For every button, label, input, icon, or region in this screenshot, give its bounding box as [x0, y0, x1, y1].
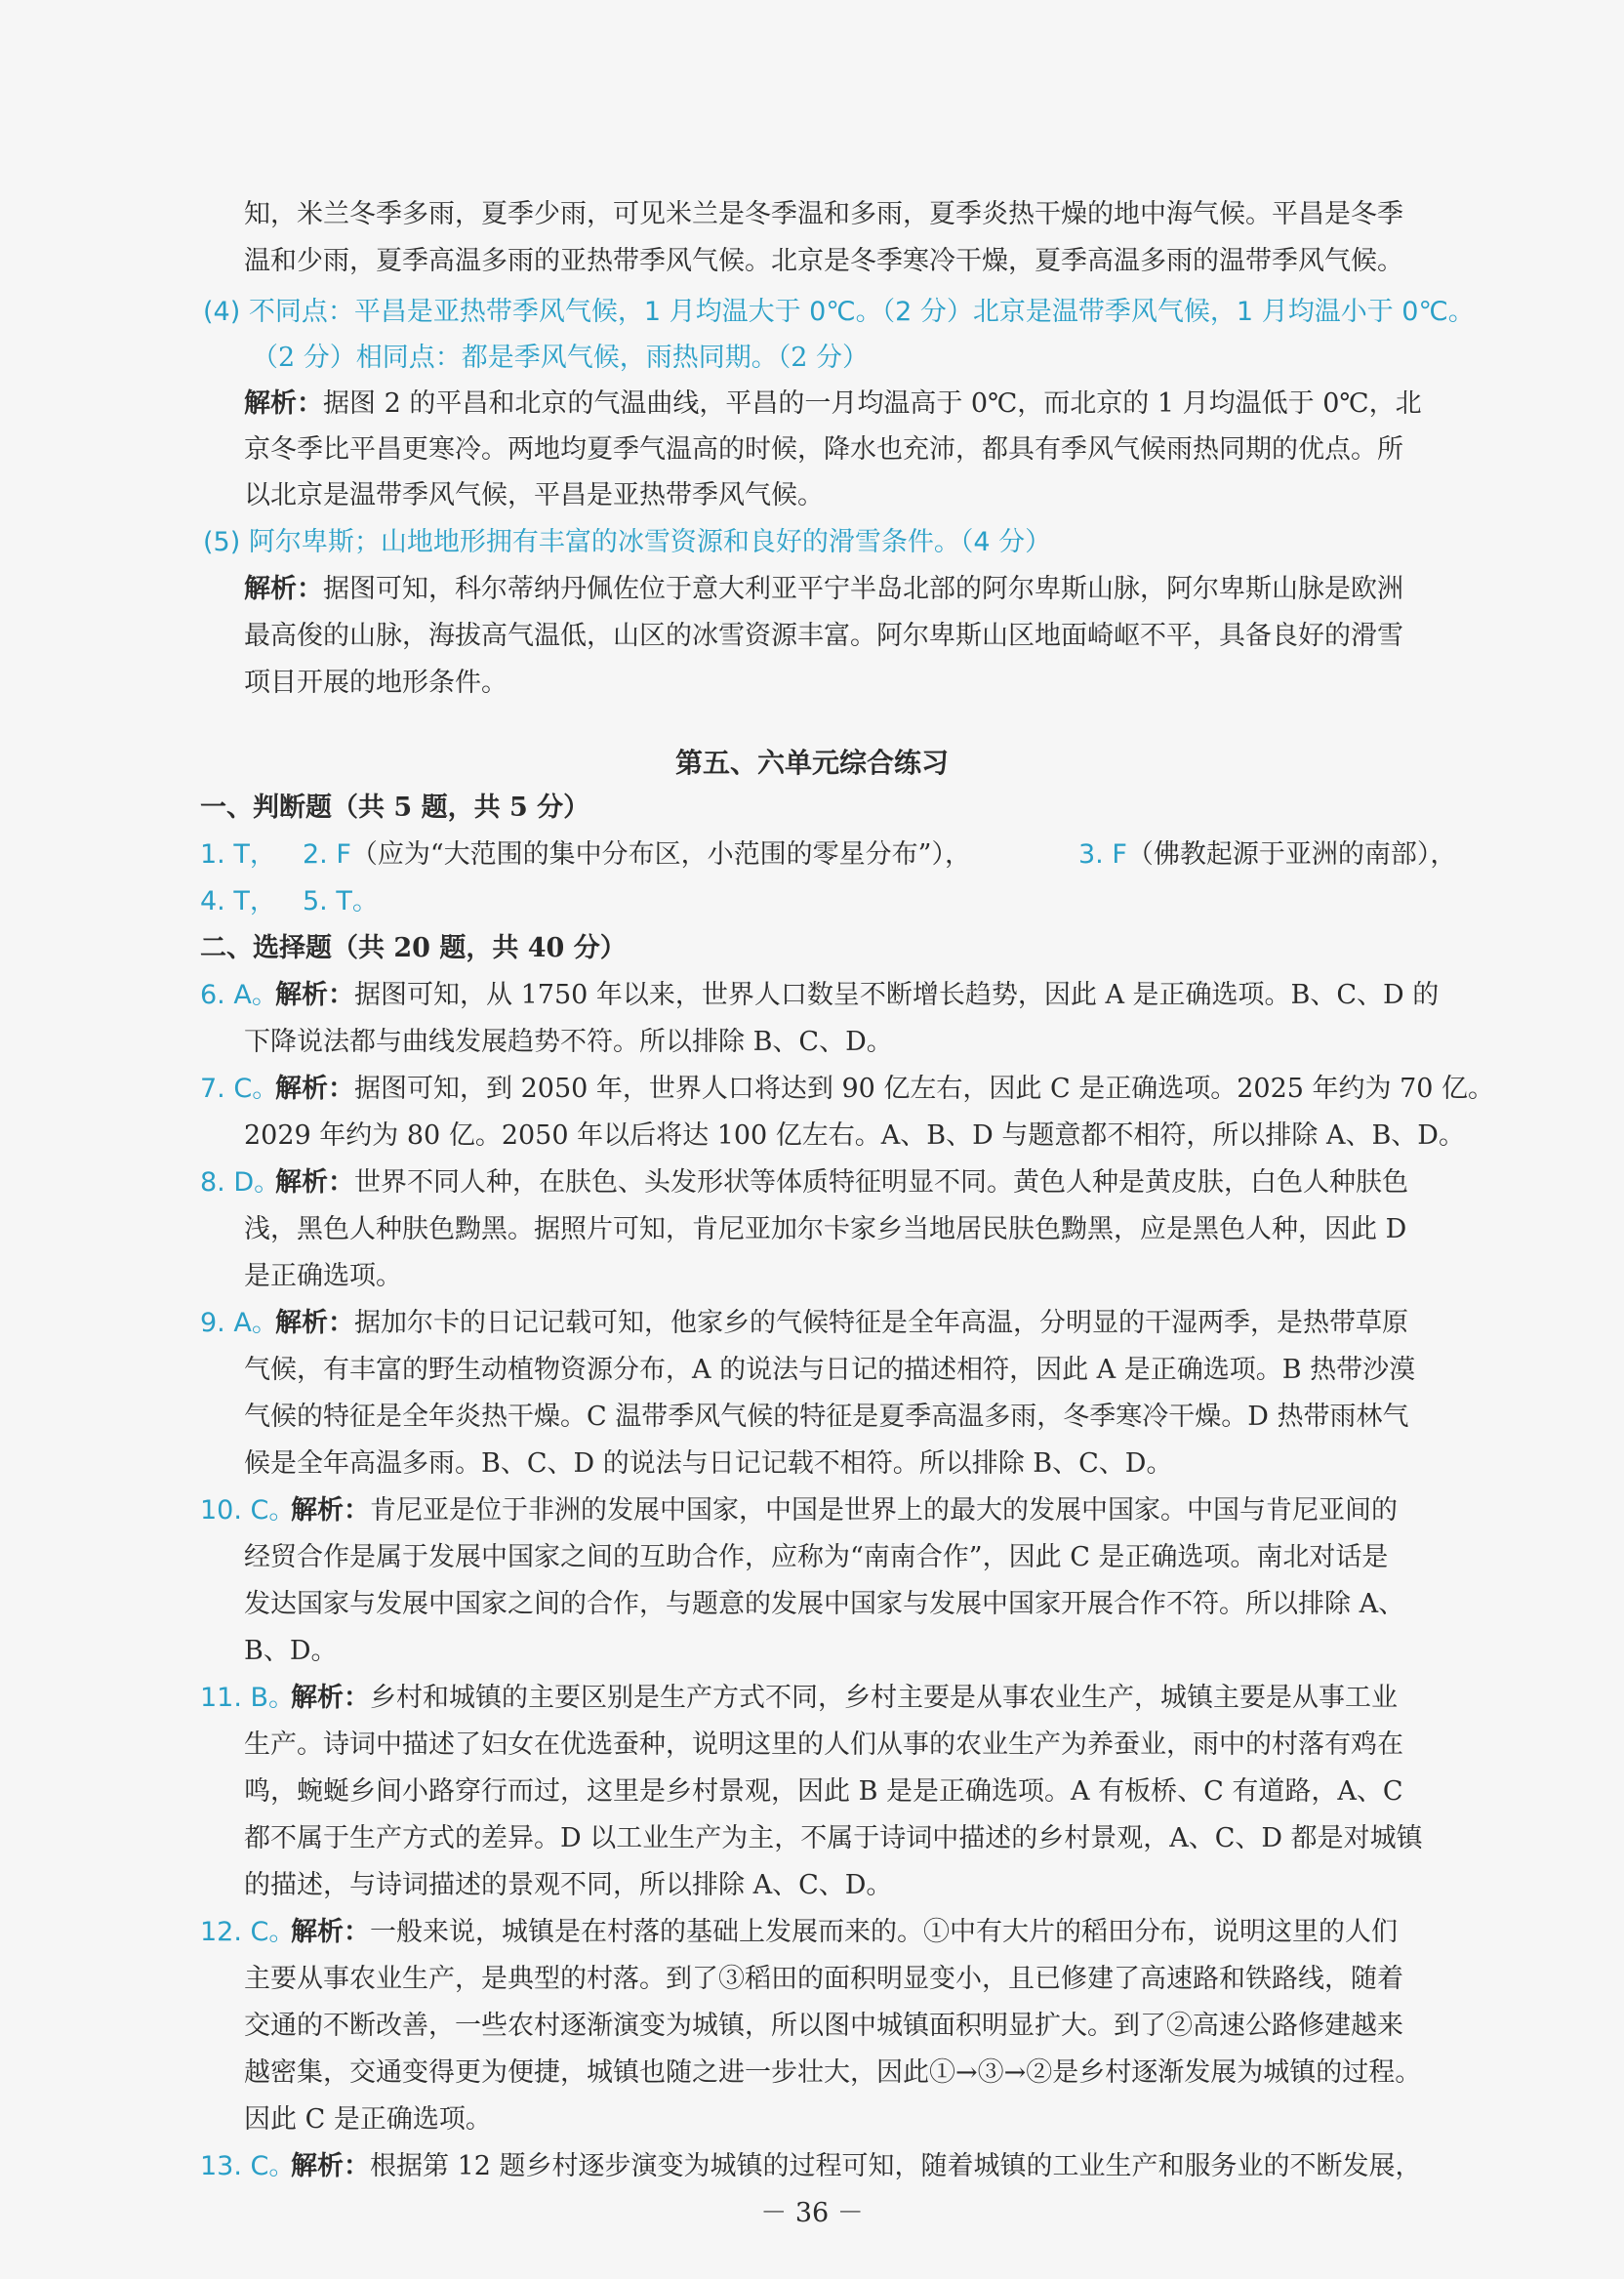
page-number: － 36 － — [760, 2198, 864, 2228]
answer-key-page: 知，米兰冬季多雨，夏季少雨，可见米兰是冬季温和多雨，夏季炎热干燥的地中海气候。平昌是冬季 温和少雨，夏季高温多雨的亚热带季风气候。北京是冬季寒冷干燥，夏季高温多雨的温带季风气候。 (4) 不同点：平昌是亚热带季风气候，1 月均温大于 0℃。（2 分）北京是温带季风气候，1 月均温小于 0℃。 （2 分）相同点：都是季风气候，雨热同期。（2 分） 解析：据图 2 的平昌和北京的气温曲线，平昌的一月均温高于 0℃，而北京的 1 月均温低于 0℃，北 京冬季比平昌更寒冷。两地均夏季气温高的时候，降水也充沛，都具有季风气候雨热同期的优点。所 以北京是温带季风气候，平昌是亚热带季风气候。 (5) 阿尔卑斯；山地地形拥有丰富的冰雪资源和良好的滑雪条件。（4 分） 解析：据图可知，科尔蒂纳丹佩佐位于意大利亚平宁半岛北部的阿尔卑斯山脉，阿尔卑斯山脉是欧洲 最高俊的山脉，海拔高气温低，山区的冰雪资源丰富。阿尔卑斯山区地面崎岖不平，具备良好的滑雪 项目开展的地形条件。 第五、六单元综合练习 一、判断题（共 5 题，共 5 分） 1. T， 2. F（应为“大范围的集中分布区，小范围的零星分布”）， 3. F（佛教起源于亚洲的南部）， 4. T， 5. T。 二、选择题（共 20 题，共 40 分） 6. A。 解析：据图可知，从 1750 年以来，世界人口数呈不断增长趋势，因此 A 是正确选项。B、C、D 的 下降说法都与曲线发展趋势不符。所以排除 B、C、D。 7. C。 解析：据图可知，到 2050 年，世界人口将达到 90 亿左右，因此 C 是正确选项。2025 年约为 70 亿。 2029 年约为 80 亿。2050 年以后将达 100 亿左右。A、B、D 与题意都不相符，所以排除 A、B、D。 8. D。 解析：世界不同人种，在肤色、头发形状等体质特征明显不同。黄色人种是黄皮肤，白色人种肤色 浅，黑色人种肤色黝黑。据照片可知，肯尼亚加尔卡家乡当地居民肤色黝黑，应是黑色人种，因此 D 是正确选项。 9. A。 解析：据加尔卡的日记记载可知，他家乡的气候特征是全年高温，分明显的干湿两季，是热带草原 气候，有丰富的野生动植物资源分布，A 的说法与日记的描述相符，因此 A 是正确选项。B 热带沙漠 气候的特征是全年炎热干燥。C 温带季风气候的特征是夏季高温多雨，冬季寒冷干燥。D 热带雨林气 候是全年高温多雨。B、C、D 的说法与日记记载不相符。所以排除 B、C、D。 10. C。 解析：肯尼亚是位于非洲的发展中国家，中国是世界上的最大的发展中国家。中国与肯尼亚间的 经贸合作是属于发展中国家之间的互助合作，应称为“南南合作”，因此 C 是正确选项。南北对话是 发达国家与发展中国家之间的合作，与题意的发展中国家与发展中国家开展合作不符。所以排除 A、 B、D。 11. B。 解析：乡村和城镇的主要区别是生产方式不同，乡村主要是从事农业生产，城镇主要是从事工业 生产。诗词中描述了妇女在优选蚕种，说明这里的人们从事的农业生产为养蚕业，雨中的村落有鸡在 鸣，蜿蜒乡间小路穿行而过，这里是乡村景观，因此 B 是是正确选项。A 有板桥、C 有道路，A、C 都不属于生产方式的差异。D 以工业生产为主，不属于诗词中描述的乡村景观，A、C、D 都是对城镇 的描述，与诗词描述的景观不同，所以排除 A、C、D。 12. C。 解析：一般来说，城镇是在村落的基础上发展而来的。①中有大片的稻田分布，说明这里的人们 主要从事农业生产，是典型的村落。到了③稻田的面积明显变小，且已修建了高速路和铁路线，随着 交通的不断改善，一些农村逐渐演变为城镇，所以图中城镇面积明显扩大。到了②高速公路修建越来 越密集，交通变得更为便捷，城镇也随之进一步壮大，因此①→③→②是乡村逐渐发展为城镇的过程。 因此 C 是正确选项。 13. C。 解析：根据第 12 题乡村逐步演变为城镇的过程可知，随着城镇的工业生产和服务业的不断发展， － 36 － — [0, 0, 1624, 2279]
section-title: 第五、六单元综合练习 — [674, 747, 949, 779]
